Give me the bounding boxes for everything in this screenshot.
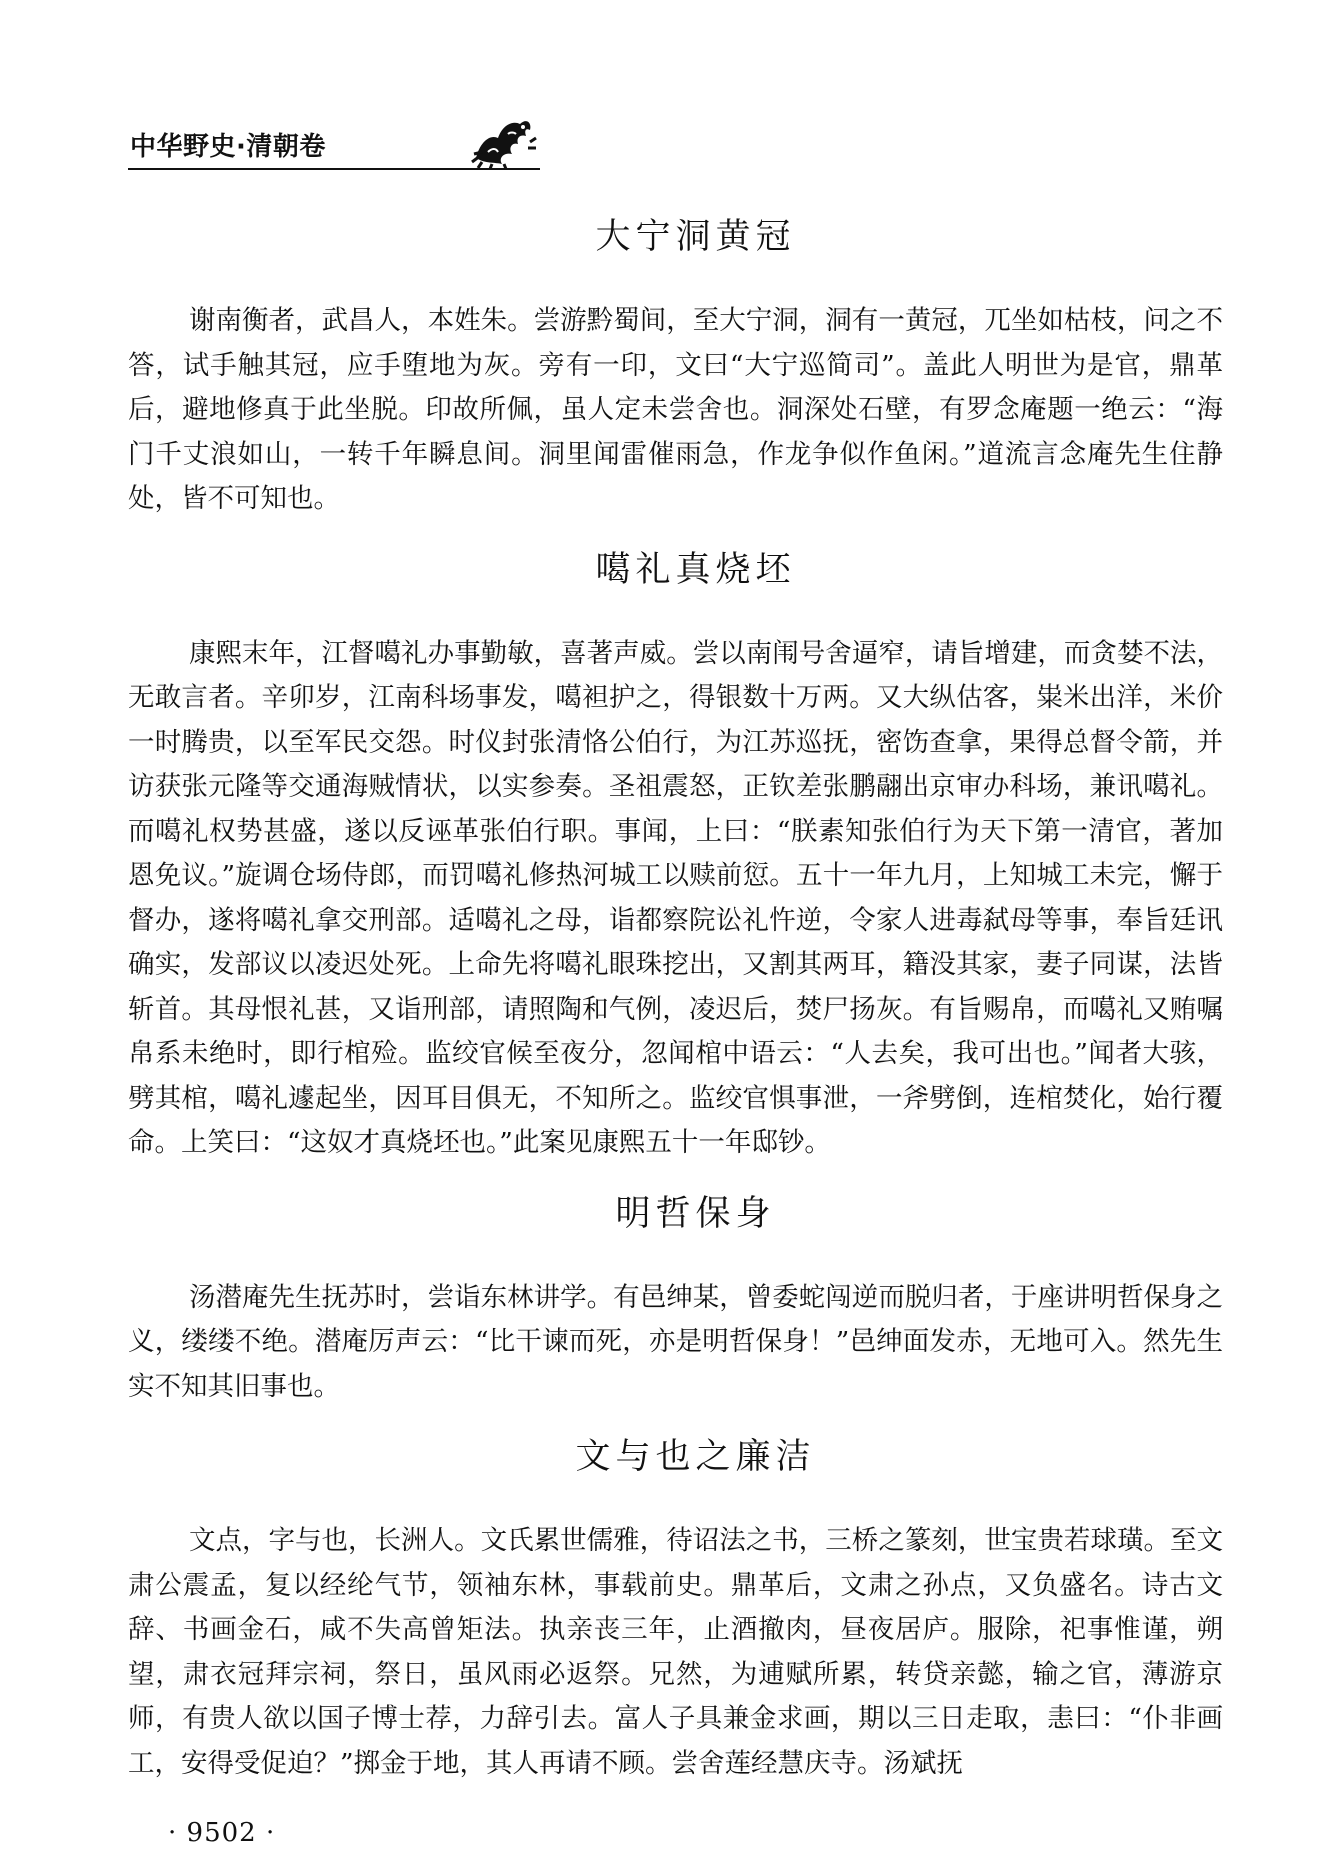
header-divider [128,168,540,170]
page-number: · 9502 · [168,1818,276,1848]
section-body: 谢南衡者，武昌人，本姓朱。尝游黔蜀间，至大宁洞，洞有一黄冠，兀坐如枯枝，问之不答，试手触其冠，应手堕地为灰。旁有一印，文曰“大宁巡简司”。盖此人明世为是官，鼎革后，避地修真于此坐脱。印故所佩，虽人定未尝舍也。洞深处石壁，有罗念庵题一绝云：“海门千丈浪如山，一转千年瞬息间。洞里闻雷催雨急，作龙争似作鱼闲。”道流言念庵先生住静处，皆不可知也。 [128,305,1223,514]
section-title: 明哲保身 [615,1193,776,1234]
running-header-title: 中华野史·清朝卷 [130,132,326,162]
section-title: 文与也之廉洁 [575,1437,816,1477]
section-title: 噶礼真烧坯 [595,549,796,590]
section-body: 文点，字与也，长洲人。文氏累世儒雅，待诏法之书，三桥之篆刻，世宝贵若球璜。至文肃公震孟，复以经纶气节，领袖东林，事载前史。鼎革后，文肃之孙点，又负盛名。诗古文辞、书画金石，咸不失高曾矩法。执亲丧三年，止酒撤肉，昼夜居庐。服除，祀事惟谨，朔望，肃衣冠拜宗祠，祭日，虽风雨必返祭。兄然，为逋赋所累，转贷亲懿，输之官，薄游京师，有贵人欲以国子博士荐，力辞引去。富人子具兼金求画，期以三日走取，恚曰：“仆非画工，安得受促迫？”掷金于地，其人再请不顾。尝舍莲经慧庆寺。汤斌抚 [128,1525,1223,1779]
section-body: 汤潜庵先生抚苏时，尝诣东林讲学。有邑绅某，曾委蛇闯逆而脱归者，于座讲明哲保身之义，缕缕不绝。潜庵厉声云：“比干谏而死，亦是明哲保身！”邑绅面发赤，无地可入。然先生实不知其旧事也。 [128,1281,1223,1402]
section-title: 大宁洞黄冠 [595,217,796,257]
section-body: 康熙末年，江督噶礼办事勤敏，喜著声威。尝以南闱号舍逼窄，请旨增建，而贪婪不法，无敢言者。辛卯岁，江南科场事发，噶袒护之，得银数十万两。又大纵估客，粜米出洋，米价一时腾贵，以至军民交怨。时仪封张清恪公伯行，为江苏巡抚，密饬查拿，果得总督令箭，并访获张元隆等交通海贼情状，以实参奏。圣祖震怒，正钦差张鹏翮出京审办科场，兼讯噶礼。而噶礼权势甚盛，遂以反诬革张伯行职。事闻，上曰：“朕素知张伯行为天下第一清官，著加恩免议。”旋调仓场侍郎，而罚噶礼修热河城工以赎前愆。五十一年九月，上知城工未完，懈于督办，遂将噶礼拿交刑部。适噶礼之母，诣都察院讼礼忤逆，令家人进毒弑母等事，奉旨廷讯确实，发部议以凌迟处死。上命先将噶礼眼珠挖出，又割其两耳，籍没其家，妻子同谋，法皆斩首。其母恨礼甚，又诣刑部，请照陶和气例，凌迟后，焚尸扬灰。有旨赐帛，而噶礼又贿嘱帛系未绝时，即行棺殓。监绞官候至夜分，忽闻棺中语云：“人去矣，我可出也。”闻者大骇，劈其棺，噶礼遽起坐，因耳目俱无，不知所之。监绞官惧事泄，一斧劈倒，连棺焚化，始行覆命。上笑曰：“这奴才真烧坯也。”此案见康熙五十一年邸钞。 [128,637,1223,1158]
page-content [128,205,1223,1786]
running-header [128,112,540,172]
dragon-emblem-icon [468,112,538,170]
